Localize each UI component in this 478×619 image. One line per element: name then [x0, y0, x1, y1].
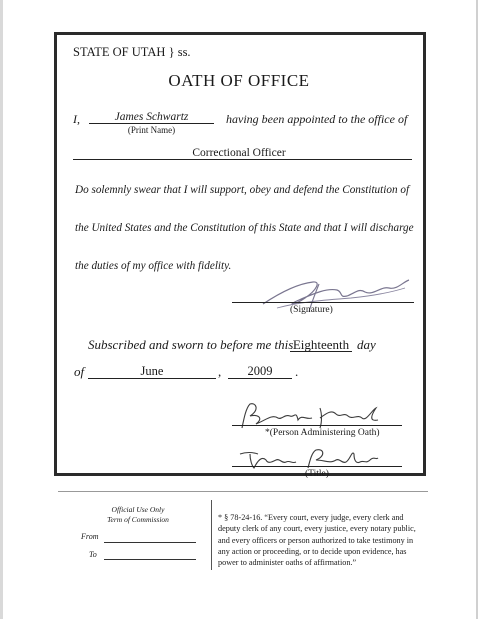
date-comma: , [218, 364, 222, 379]
appointed-text: having been appointed to the office of [226, 112, 408, 126]
day-underline [290, 351, 352, 352]
statute-line: and every officers or person authorized to take testimony in [218, 535, 414, 545]
date-period: . [295, 364, 299, 379]
to-field[interactable] [104, 559, 196, 560]
sworn-prefix: Subscribed and sworn to before me this [88, 337, 294, 352]
oath-line: the duties of my office with fidelity. [75, 260, 232, 272]
title-caption: (Title) [305, 469, 329, 479]
page-edge [0, 0, 3, 619]
state-name: STATE OF UTAH [73, 45, 166, 59]
administrator-line [232, 425, 402, 426]
office-title: Correctional Officer [192, 147, 286, 159]
footer-divider [58, 491, 428, 492]
official-use-heading: Official Use Only [111, 505, 165, 514]
pronoun-text: I, [73, 112, 80, 126]
sworn-month: June [140, 364, 164, 378]
administrator-caption: *(Person Administering Oath) [265, 428, 380, 438]
sworn-day: Eighteenth [292, 337, 350, 352]
signature-line [232, 302, 414, 303]
statute-line: deputy clerk of any court, every justice, every notary public, [218, 524, 416, 534]
name-underline [89, 123, 214, 124]
document-title: OATH OF OFFICE [168, 71, 310, 90]
state-header [73, 45, 191, 60]
oath-line: the United States and the Constitution of this State and that I will discharge [75, 222, 414, 234]
statute-line: any action or proceeding, or to decide upon evidence, has [218, 546, 407, 556]
appointee-signature [255, 278, 415, 314]
from-label: From [81, 532, 99, 541]
signature-caption: (Signature) [290, 305, 333, 315]
day-word: day [357, 337, 376, 352]
oath-line: Do solemnly swear that I will support, obey and defend the Constitution of [75, 184, 410, 196]
statute-text [218, 512, 416, 568]
footer-column-divider [211, 500, 212, 570]
term-heading: Term of Commission [107, 515, 169, 524]
sworn-year: 2009 [247, 364, 273, 378]
from-field[interactable] [104, 542, 196, 543]
month-underline [88, 378, 216, 379]
statute-line: power to administer oaths of affirmation.” [218, 558, 357, 568]
title-line [232, 466, 402, 467]
year-underline [228, 378, 292, 379]
venue-text: } ss. [168, 45, 191, 59]
to-label: To [89, 550, 97, 559]
statute-line: * § 78-24-16. “Every court, every judge, every clerk and [218, 513, 404, 522]
name-caption: (Print Name) [127, 125, 176, 135]
appointee-name: James Schwartz [114, 111, 189, 123]
of-word: of [74, 364, 85, 379]
office-underline [73, 159, 412, 160]
